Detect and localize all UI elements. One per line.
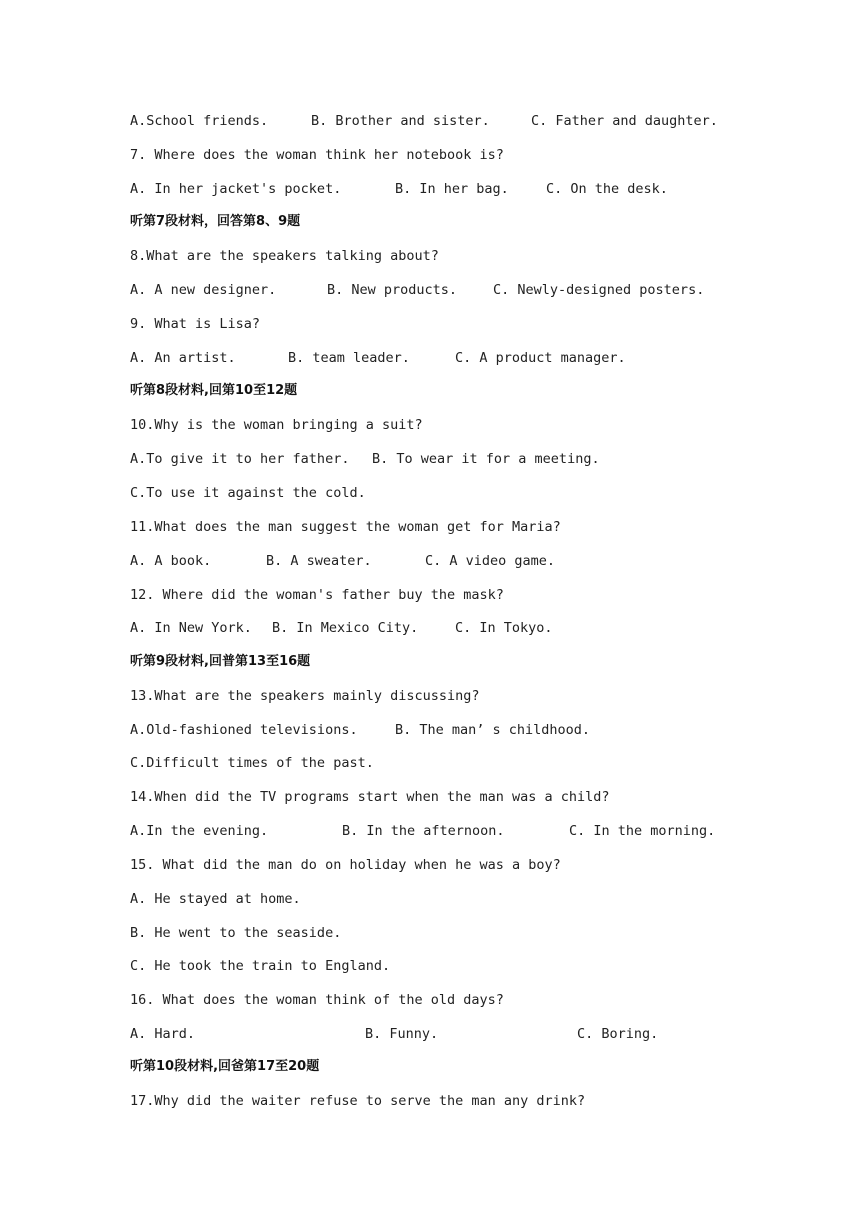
answer-option: C. On the desk. xyxy=(546,181,668,197)
section-heading: 听第10段材料,回爸第17至20题 xyxy=(130,1059,320,1074)
answer-option: C. A product manager. xyxy=(455,350,626,366)
answer-option: A. In New York. xyxy=(130,620,252,636)
question-text: 10.Why is the woman bringing a suit? xyxy=(130,417,423,433)
answer-option: B. The man’ s childhood. xyxy=(395,722,591,738)
answer-option: B. To wear it for a meeting. xyxy=(372,451,600,467)
answer-option: B. In the afternoon. xyxy=(342,823,505,839)
answer-option: B. Funny. xyxy=(365,1026,439,1042)
answer-option: A. A book. xyxy=(130,553,212,569)
answer-option: B. team leader. xyxy=(288,350,410,366)
answer-option: A. A new designer. xyxy=(130,282,277,298)
question-text: 9. What is Lisa? xyxy=(130,316,261,332)
answer-option: A. An artist. xyxy=(130,350,236,366)
answer-option: C. Father and daughter. xyxy=(531,113,718,129)
answer-option: A.School friends. xyxy=(130,113,269,129)
answer-option: B. Brother and sister. xyxy=(311,113,490,129)
question-text: 16. What does the woman think of the old days? xyxy=(130,992,504,1008)
section-heading: 听第9段材料,回普第13至16题 xyxy=(130,654,311,669)
question-text: 7. Where does the woman think her notebook is? xyxy=(130,147,504,163)
question-text: 15. What did the man do on holiday when he was a boy? xyxy=(130,857,561,873)
question-text: 14.When did the TV programs start when the man was a child? xyxy=(130,789,610,805)
question-text: C. He took the train to England. xyxy=(130,958,391,974)
answer-option: C. In the morning. xyxy=(569,823,716,839)
answer-option: B. New products. xyxy=(327,282,458,298)
answer-option: A.Old-fashioned televisions. xyxy=(130,722,358,738)
question-text: 11.What does the man suggest the woman get for Maria? xyxy=(130,519,561,535)
section-heading: 听第8段材料,回第10至12题 xyxy=(130,383,298,398)
answer-option: C. A video game. xyxy=(425,553,556,569)
answer-option: A. In her jacket's pocket. xyxy=(130,181,342,197)
question-text: C.Difficult times of the past. xyxy=(130,755,374,771)
question-text: 13.What are the speakers mainly discussing? xyxy=(130,688,480,704)
answer-option: B. In Mexico City. xyxy=(272,620,419,636)
answer-option: C. Boring. xyxy=(577,1026,659,1042)
question-text: 8.What are the speakers talking about? xyxy=(130,248,439,264)
question-text: 12. Where did the woman's father buy the mask? xyxy=(130,587,504,603)
question-text: C.To use it against the cold. xyxy=(130,485,366,501)
question-text: 17.Why did the waiter refuse to serve the man any drink? xyxy=(130,1093,586,1109)
question-text: A. He stayed at home. xyxy=(130,891,301,907)
answer-option: A.In the evening. xyxy=(130,823,269,839)
question-text: B. He went to the seaside. xyxy=(130,925,342,941)
answer-option: A.To give it to her father. xyxy=(130,451,350,467)
answer-option: B. In her bag. xyxy=(395,181,509,197)
answer-option: A. Hard. xyxy=(130,1026,196,1042)
answer-option: C. In Tokyo. xyxy=(455,620,553,636)
answer-option: B. A sweater. xyxy=(266,553,372,569)
section-heading: 听第7段材料，回答第8、9题 xyxy=(130,214,301,229)
answer-option: C. Newly-designed posters. xyxy=(493,282,705,298)
